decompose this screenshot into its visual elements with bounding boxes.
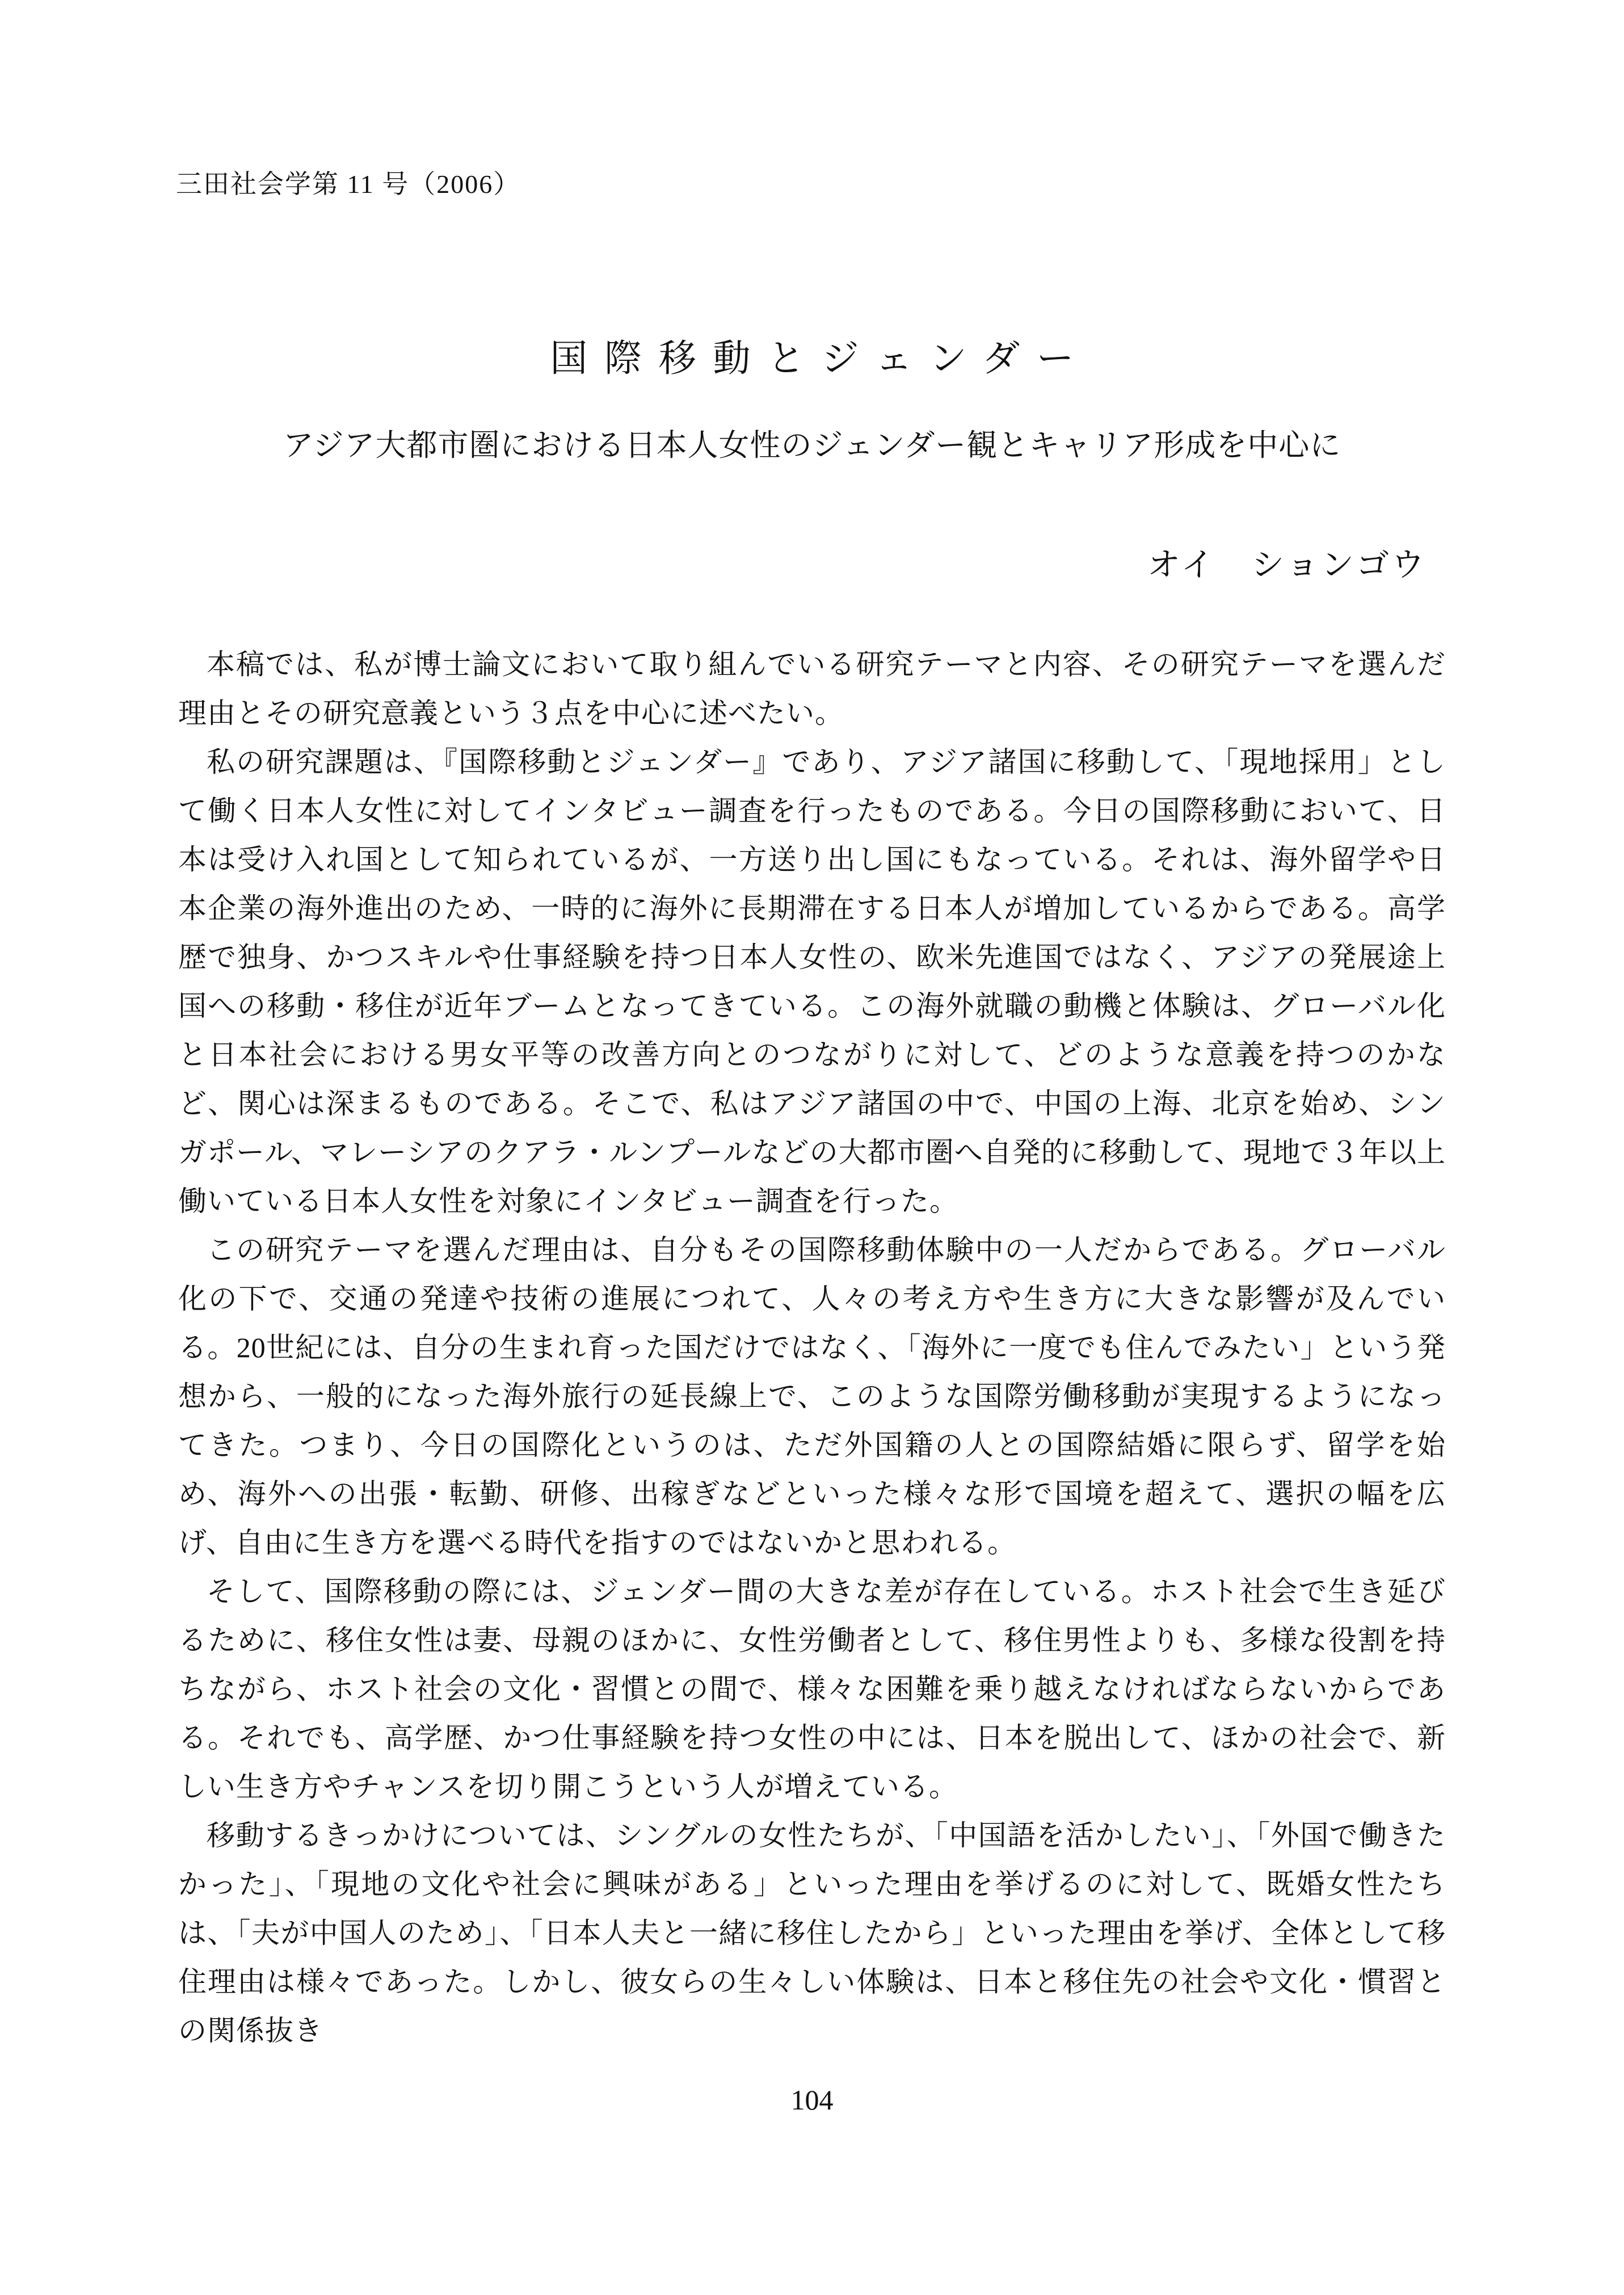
author-name: オイ ションゴウ [1147, 546, 1427, 583]
body-text [178, 640, 1446, 2055]
page-number: 104 [790, 2084, 834, 2116]
paragraph-3: この研究テーマを選んだ理由は、自分もその国際移動体験中の一人だからである。グローバル化の下で、交通の発達や技術の進展につれて、人々の考え方や生き方に大きな影響が及んでいる。20世紀には、自分の生まれ育った国だけではなく、「海外に一度でも住んでみたい」という発想から、一般的になった海外旅行の延長線上で、このような国際労働移動が実現するようになってきた。つまり、今日の国際化というのは、ただ外国籍の人との国際結婚に限らず、留学を始め、海外への出張・転勤、研修、出稼ぎなどといった様々な形で国境を超えて、選択の幅を広げ、自由に生き方を選べる時代を指すのではないかと思われる。 [178, 1234, 1446, 1559]
paragraph-2: 私の研究課題は、『国際移動とジェンダー』であり、アジア諸国に移動して、「現地採用」として働く日本人女性に対してインタビュー調査を行ったものである。今日の国際移動において、日本は受け入れ国として知られているが、一方送り出し国にもなっている。それは、海外留学や日本企業の海外進出のため、一時的に海外に長期滞在する日本人が増加しているからである。高学歴で独身、かつスキルや仕事経験を持つ日本人女性の、欧米先進国ではなく、アジアの発展途上国への移動・移住が近年ブームとなってきている。この海外就職の動機と体験は、グローバル化と日本社会における男女平等の改善方向とのつながりに対して、どのような意義を持つのかなど、関心は深まるものである。そこで、私はアジア諸国の中で、中国の上海、北京を始め、シンガポール、マレーシアのクアラ・ルンプールなどの大都市圏へ自発的に移動して、現地で３年以上働いている日本人女性を対象にインタビュー調査を行った。 [178, 746, 1446, 1217]
paper-title: 国際移動とジェンダー [550, 338, 1091, 380]
paragraph-4: そして、国際移動の際には、ジェンダー間の大きな差が存在している。ホスト社会で生き延びるために、移住女性は妻、母親のほかに、女性労働者として、移住男性よりも、多様な役割を持ちながら、ホスト社会の文化・習慣との間で、様々な困難を乗り越えなければならないからである。それでも、高学歴、かつ仕事経験を持つ女性の中には、日本を脱出して、ほかの社会で、新しい生き方やチャンスを切り開こうという人が増えている。 [178, 1576, 1446, 1803]
paper-subtitle: アジア大都市圏における日本人女性のジェンダー観とキャリア形成を中心に [283, 428, 1341, 462]
paragraph-5: 移動するきっかけについては、シングルの女性たちが、「中国語を活かしたい」、「外国で働きたかった」、「現地の文化や社会に興味がある」といった理由を挙げるのに対して、既婚女性たちは、「夫が中国人のため」、「日本人夫と一緒に移住したから」といった理由を挙げ、全体として移住理由は様々であった。しかし、彼女らの生々しい体験は、日本と移住先の社会や文化・慣習との関係抜き [178, 1820, 1446, 2046]
paragraph-1: 本稿では、私が博士論文において取り組んでいる研究テーマと内容、その研究テーマを選んだ理由とその研究意義という３点を中心に述べたい。 [178, 649, 1446, 729]
journal-header: 三田社会学第 11 号（2006） [176, 170, 521, 199]
